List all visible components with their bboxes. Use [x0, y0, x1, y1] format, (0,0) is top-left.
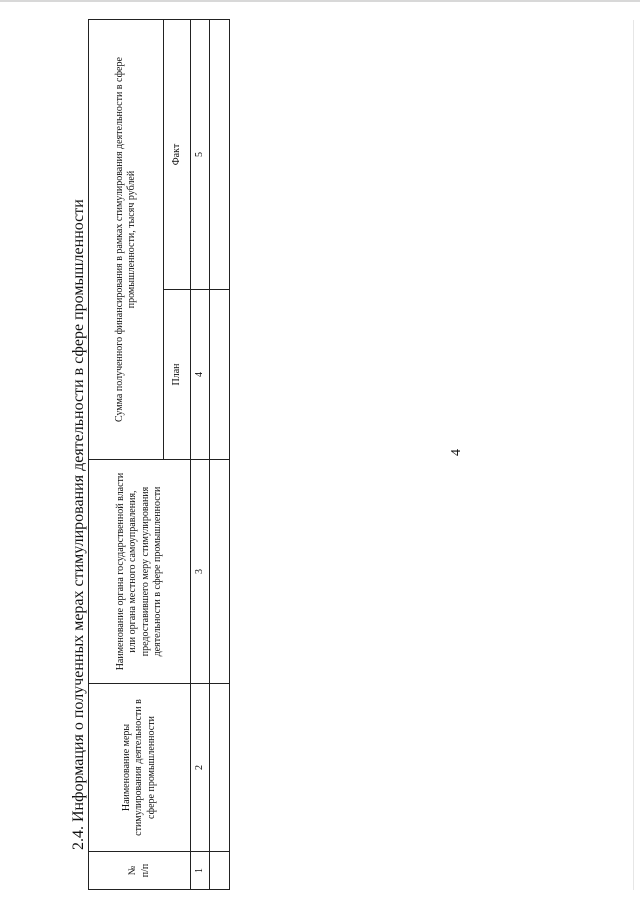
- empty-cell: [210, 20, 230, 290]
- header-authority-name-text: Наименование органа государственной власти или органа местного самоуправления, предоставившего меру стимулирования деятельности в сфере промышленности: [114, 472, 163, 671]
- col-number-3: 3: [191, 460, 210, 684]
- empty-cell: [210, 460, 230, 684]
- stimulus-measures-table: [88, 19, 230, 890]
- page-number: 4: [449, 449, 464, 456]
- col-number-5: 5: [191, 20, 210, 290]
- header-num: [89, 852, 191, 890]
- scan-edge-top: [0, 0, 640, 2]
- header-fact: Факт: [164, 20, 191, 290]
- header-row: [89, 20, 164, 890]
- header-measure-name-text: Наименование меры стимулирования деятельности в сфере промышленности: [120, 699, 157, 836]
- empty-cell: [210, 684, 230, 852]
- empty-data-row: [210, 20, 230, 890]
- header-num-text: № п/п: [127, 863, 151, 878]
- section-heading: 2.4. Информация о полученных мерах стимулирования деятельности в сфере промышленности: [70, 199, 87, 850]
- col-number-2: 2: [191, 684, 210, 852]
- header-authority-name: [89, 460, 191, 684]
- header-amount-group-text: Сумма полученного финансирования в рамках стимулирования деятельности в сфере промышленности, тысяч рублей: [113, 57, 137, 422]
- header-plan: План: [164, 290, 191, 460]
- col-number-4: 4: [191, 290, 210, 460]
- empty-cell: [210, 290, 230, 460]
- rotated-page-content: [60, 10, 490, 890]
- empty-cell: [210, 852, 230, 890]
- col-number-1: 1: [191, 852, 210, 890]
- header-measure-name: [89, 684, 191, 852]
- header-amount-group: [89, 20, 164, 460]
- scan-edge-right: [633, 20, 634, 890]
- column-numbers-row: [191, 20, 210, 890]
